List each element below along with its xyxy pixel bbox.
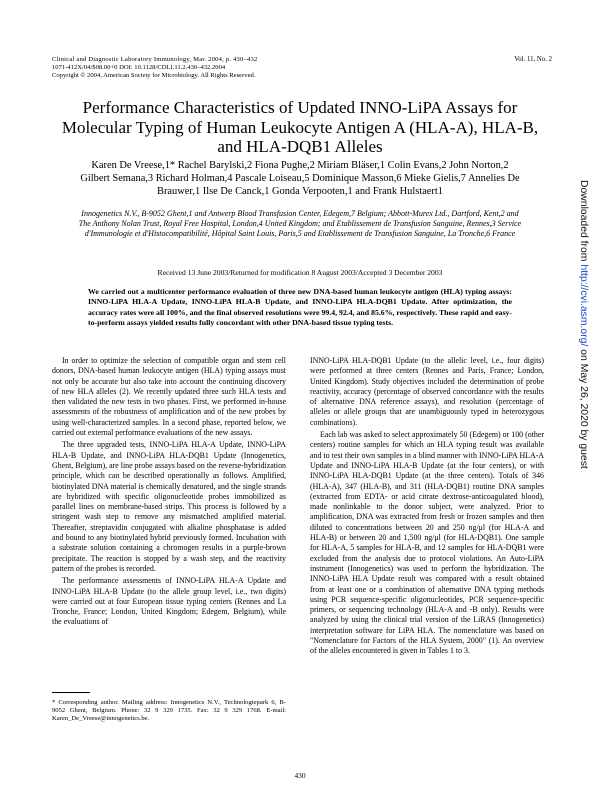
journal-citation: Clinical and Diagnostic Laboratory Immunology, Mar. 2004, p. 430–432 (52, 56, 258, 63)
download-link[interactable]: http://cvi.asm.org/ (578, 264, 589, 347)
download-prefix: Downloaded from (578, 180, 589, 265)
affiliations: Innogenetics N.V., B-9052 Ghent,1 and Antwerp Blood Transfusion Center, Edegem,7 Belgium; Abbott-Murex Ltd., Dartford, Kent,2 and The Anthony Nolan Trust, Royal Free Hospital, London,4 United Kingdom; and Etablissement de Transfusion Sanguine, Rennes,3 Service d'Immunologie et d'Histocompatibilité, Hôpital Saint Louis, Paris,5 and Etablissement de Transfusion Sanguine, La Tronche,6 France (78, 209, 522, 239)
corresponding-author-footnote: * Corresponding author. Mailing address: Innogenetics N.V., Technologiepark 6, B-9052 Ghent, Belgium. Phone: 32 9 329 1735. Fax: 32 9 329 1768. E-mail: Karen_De_Vreese@innogenetics.be. (52, 699, 286, 723)
paragraph: INNO-LiPA HLA-DQB1 Update (to the allelic level, i.e., four digits) were performed at three centers (Rennes and Paris, France; London, United Kingdom). Study objectives included the determination of probe reactivity, accuracy (percentage of observed concordance with the results of alternative DNA reference assays), and resolution (percentage of alleles or allele groups that are unambiguously typed in heterozygous combinations). (310, 356, 544, 427)
footnote-divider (52, 692, 90, 693)
paragraph: In order to optimize the selection of compatible organ and stem cell donors, DNA-based human leukocyte antigen (HLA) typing assays must not only be accurate but also take into account the continuing discovery of new HLA alleles (2). We recently updated three such HLA tests and then validated the new tests in two phases. First, we performed in-house assessments of the robustness of amplification and of the new probes by using well-characterized samples. In a second phase, reported below, we carried out external performance evaluations of the new assays. (52, 356, 286, 438)
body-column-right (310, 356, 544, 659)
paragraph: The performance assessments of INNO-LiPA HLA-A Update and INNO-LiPA HLA-B Update (to the allele group level, i.e., two digits) were carried out at four European tissue typing centers (Rennes and La Tronche, France; London, United Kingdom; Edegem, Belgium), while the evaluations of (52, 576, 286, 627)
copyright-line: Copyright © 2004, American Society for Microbiology. All Rights Reserved. (52, 72, 256, 80)
paragraph: Each lab was asked to select approximately 50 (Edegem) or 100 (other centers) routine samples for which an HLA typing result was available and to test their own samples in a blind manner with INNO-LiPA HLA-A Update and INNO-LiPA HLA-B Update (at the four centers), or with INNO-LiPA HLA-DQB1 Update (at the three centers). Totals of 346 (HLA-A), 347 (HLA-B), and 311 (HLA-DQB1) routine DNA samples (extracted from EDTA- or acid citrate dextrose-anticoagulated blood), made nonlinkable to the donor subject, were analyzed. Prior to amplification, DNA was extracted from fresh or frozen samples and then diluted to concentrations between 20 and 250 ng/μl (for HLA-A and HLA-B) or between 20 and 1,500 ng/μl (for HLA-DQB1). One sample for HLA-A, 5 samples for HLA-B, and 12 samples for HLA-DQB1 were excluded from the analysis due to protocol violations. An Auto-LiPA instrument (Innogenetics) was used to perform the hybridization. The INNO-LiPA HLA Update result was compared with a result obtained from at least one or a combination of alternative DNA typing methods using PCR sequence-specific oligonucleotides, PCR sequence-specific primers, or sequencing technology (HLA-A and -B only). Results were analyzed by using the clinical trial version of the LiRAS (Innogenetics) interpretation software for LiPA HLA. The nomenclature was based on "Nomenclature for Factors of the HLA System, 2000" (1). An overview of the alleles encountered is given in Tables 1 to 3. (310, 430, 544, 656)
article-title: Performance Characteristics of Updated INNO-LiPA Assays for Molecular Typing of Human Leukocyte Antigen A (HLA-A), HLA-B, and HLA-DQB1 Alleles (61, 98, 539, 156)
download-watermark (578, 180, 589, 469)
received-dates: Received 13 June 2003/Returned for modification 8 August 2003/Accepted 3 December 2003 (157, 268, 443, 277)
page-number: 430 (294, 771, 306, 780)
author-list: Karen De Vreese,1* Rachel Barylski,2 Fiona Pughe,2 Miriam Bläser,1 Colin Evans,2 John Norton,2 Gilbert Semana,3 Richard Holman,4 Pascale Loiseau,5 Dominique Masson,6 Mieke Gielis,7 Annelies De Brauwer,1 Ilse De Canck,1 Gonda Verpooten,1 and Frank Hulstaert1 (80, 160, 520, 197)
download-suffix: on May 26, 2020 by guest (578, 346, 589, 469)
volume-issue: Vol. 11, No. 2 (514, 56, 552, 63)
paragraph: The three upgraded tests, INNO-LiPA HLA-A Update, INNO-LiPA HLA-B Update, and INNO-LiPA HLA-DQB1 Update (Innogenetics, Ghent, Belgium), are line probe assays based on the reverse-hybridization principle, which can be described operationally as follows. Amplified, biotinylated DNA material is chemically denatured, and the single strands are hybridized with specific oligonucleotide probes immobilized as parallel lines on membrane-based strips. This process is followed by a stringent wash step to remove any mismatched amplified material. Thereafter, streptavidin conjugated with alkaline phosphatase is added and bound to any biotinylated hybrid previously formed. Incubation with a substrate solution containing a chromogen results in a purple-brown precipitate. The reaction is stopped by a wash step, and the reactivity pattern of the probes is recorded. (52, 440, 286, 573)
running-header (52, 56, 412, 81)
body-column-left (52, 356, 286, 630)
issn-doi: 1071-412X/04/$08.00+0 DOI: 10.1128/CDLI.11.2.430–432.2004 (52, 64, 226, 72)
abstract: We carried out a multicenter performance evaluation of three new DNA-based human leukocyte antigen (HLA) typing assays: INNO-LiPA HLA-A Update, INNO-LiPA HLA-B Update, and INNO-LiPA HLA-DQB1 Update. After optimization, the accuracy rates were all 100%, and the final observed resolutions were 99.4, 92.4, and 85.6%, respectively. These rapid and easy-to-perform assays yielded results fully concordant with other DNA-based tissue typing tests. (88, 287, 512, 327)
